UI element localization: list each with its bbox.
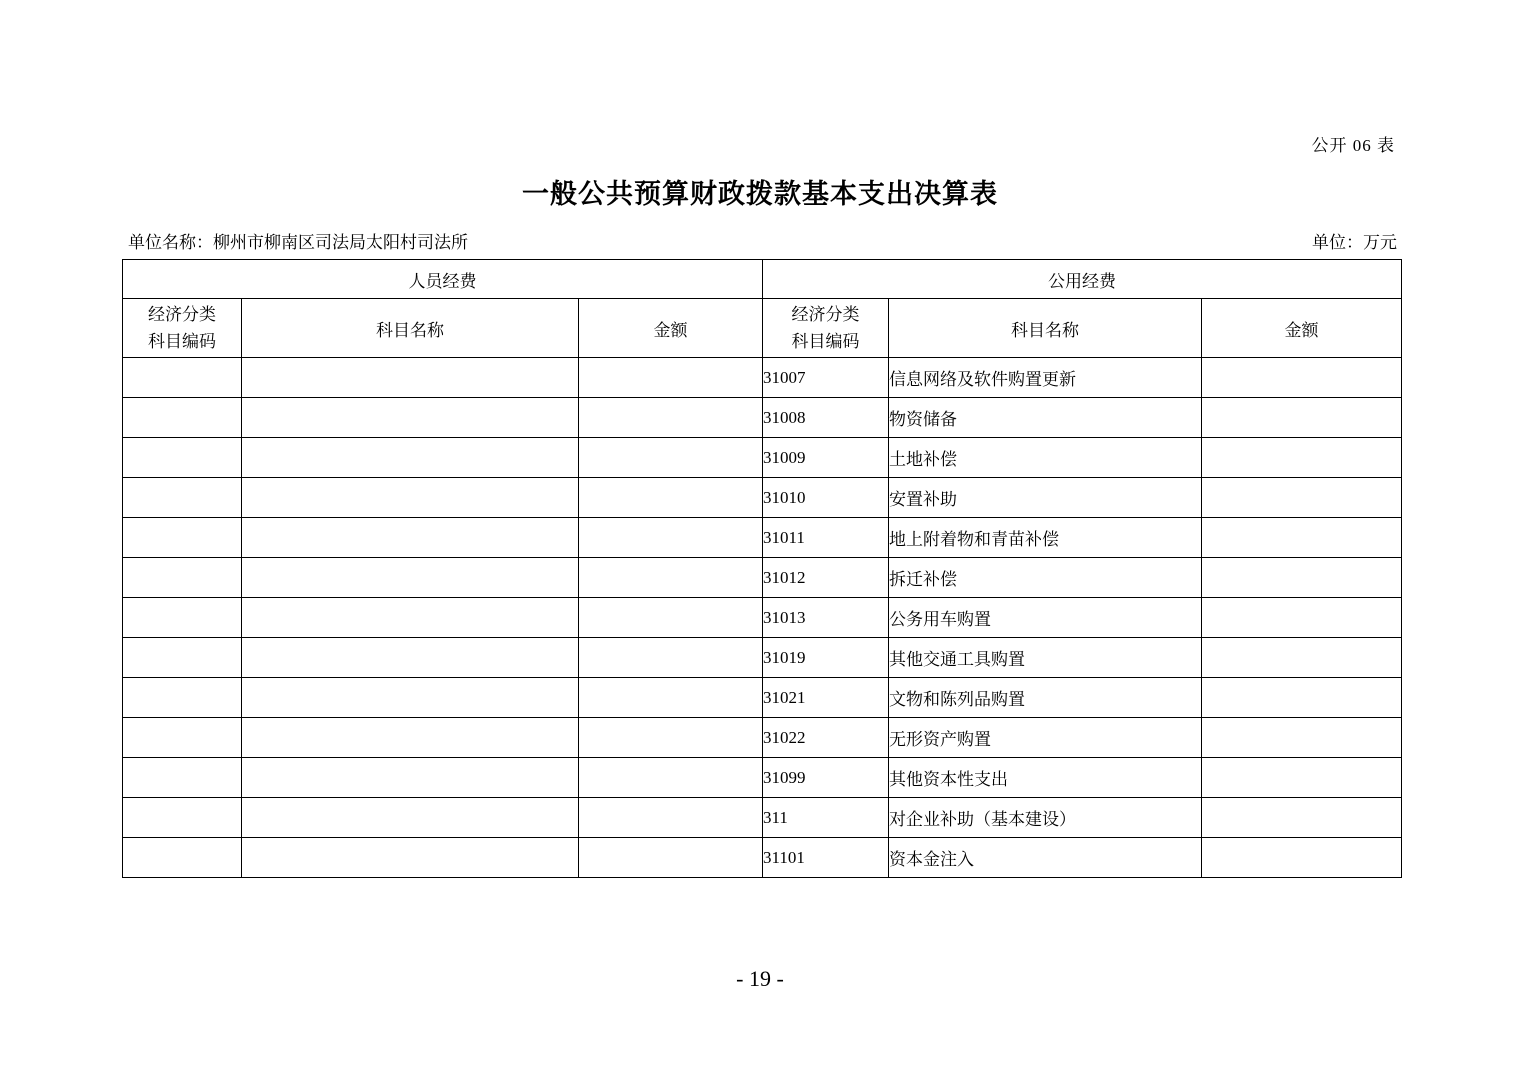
left-amount-cell — [579, 718, 763, 758]
section-header-public: 公用经费 — [763, 260, 1402, 299]
right-name-cell: 地上附着物和青苗补偿 — [889, 518, 1202, 558]
right-name-cell: 信息网络及软件购置更新 — [889, 358, 1202, 398]
left-amount-cell — [579, 438, 763, 478]
table-row — [123, 758, 1402, 798]
table-row — [123, 358, 1402, 398]
column-header-left-amount: 金额 — [579, 299, 763, 358]
table-row — [123, 598, 1402, 638]
table-row — [123, 558, 1402, 598]
right-amount-cell — [1202, 478, 1402, 518]
left-amount-cell — [579, 638, 763, 678]
left-name-cell — [242, 678, 579, 718]
right-name-cell: 安置补助 — [889, 478, 1202, 518]
right-code-cell: 31099 — [763, 758, 889, 798]
left-name-cell — [242, 598, 579, 638]
table-row — [123, 798, 1402, 838]
right-name-cell: 拆迁补偿 — [889, 558, 1202, 598]
left-amount-cell — [579, 838, 763, 878]
unit-name-label: 单位名称：柳州市柳南区司法局太阳村司法所 — [128, 233, 468, 252]
left-name-cell — [242, 798, 579, 838]
left-code-cell — [123, 638, 242, 678]
table-body — [123, 358, 1402, 878]
left-name-cell — [242, 438, 579, 478]
left-name-cell — [242, 558, 579, 598]
table-row — [123, 678, 1402, 718]
left-amount-cell — [579, 558, 763, 598]
left-name-cell — [242, 638, 579, 678]
right-name-cell: 无形资产购置 — [889, 718, 1202, 758]
left-amount-cell — [579, 358, 763, 398]
left-code-cell — [123, 358, 242, 398]
table-row — [123, 398, 1402, 438]
right-code-cell: 31019 — [763, 638, 889, 678]
section-header-personnel: 人员经费 — [123, 260, 763, 299]
right-amount-cell — [1202, 558, 1402, 598]
right-code-cell: 31007 — [763, 358, 889, 398]
right-amount-cell — [1202, 398, 1402, 438]
right-code-cell: 31009 — [763, 438, 889, 478]
left-code-cell — [123, 398, 242, 438]
column-header-right-name: 科目名称 — [889, 299, 1202, 358]
right-code-cell: 31022 — [763, 718, 889, 758]
left-amount-cell — [579, 598, 763, 638]
table-row — [123, 638, 1402, 678]
right-amount-cell — [1202, 518, 1402, 558]
left-amount-cell — [579, 758, 763, 798]
column-header-row — [123, 299, 1402, 358]
column-header-right-amount: 金额 — [1202, 299, 1402, 358]
left-code-cell — [123, 798, 242, 838]
right-code-cell: 31011 — [763, 518, 889, 558]
left-code-cell — [123, 678, 242, 718]
left-code-cell — [123, 478, 242, 518]
column-header-left-name: 科目名称 — [242, 299, 579, 358]
form-number-label: 公开 06 表 — [1311, 136, 1395, 155]
left-name-cell — [242, 358, 579, 398]
right-name-cell: 其他交通工具购置 — [889, 638, 1202, 678]
left-amount-cell — [579, 398, 763, 438]
right-code-cell: 311 — [763, 798, 889, 838]
right-amount-cell — [1202, 758, 1402, 798]
right-name-cell: 对企业补助（基本建设） — [889, 798, 1202, 838]
right-amount-cell — [1202, 798, 1402, 838]
right-amount-cell — [1202, 838, 1402, 878]
left-code-cell — [123, 758, 242, 798]
left-name-cell — [242, 838, 579, 878]
right-code-cell: 31008 — [763, 398, 889, 438]
table-row — [123, 478, 1402, 518]
right-code-cell: 31013 — [763, 598, 889, 638]
column-header-code-line1: 经济分类 — [791, 305, 860, 324]
right-name-cell: 文物和陈列品购置 — [889, 678, 1202, 718]
column-header-code-line2: 科目编码 — [791, 332, 860, 351]
right-amount-cell — [1202, 638, 1402, 678]
left-code-cell — [123, 598, 242, 638]
right-code-cell: 31101 — [763, 838, 889, 878]
left-code-cell — [123, 718, 242, 758]
column-header-code-line2: 科目编码 — [148, 332, 216, 351]
left-amount-cell — [579, 798, 763, 838]
left-name-cell — [242, 718, 579, 758]
left-code-cell — [123, 438, 242, 478]
right-name-cell: 其他资本性支出 — [889, 758, 1202, 798]
right-code-cell: 31021 — [763, 678, 889, 718]
page-title: 一般公共预算财政拨款基本支出决算表 — [522, 179, 998, 209]
right-name-cell: 物资储备 — [889, 398, 1202, 438]
table-meta-row — [122, 228, 1401, 253]
page-number: - 19 - — [736, 966, 784, 991]
left-name-cell — [242, 398, 579, 438]
left-amount-cell — [579, 478, 763, 518]
right-code-cell: 31012 — [763, 558, 889, 598]
right-amount-cell — [1202, 598, 1402, 638]
right-amount-cell — [1202, 718, 1402, 758]
currency-unit-label: 单位：万元 — [1312, 233, 1397, 252]
right-amount-cell — [1202, 678, 1402, 718]
right-code-cell: 31010 — [763, 478, 889, 518]
left-name-cell — [242, 758, 579, 798]
right-amount-cell — [1202, 358, 1402, 398]
right-name-cell: 资本金注入 — [889, 838, 1202, 878]
left-code-cell — [123, 838, 242, 878]
expenditure-table — [122, 259, 1402, 878]
right-amount-cell — [1202, 438, 1402, 478]
left-code-cell — [123, 518, 242, 558]
left-name-cell — [242, 518, 579, 558]
section-header-row — [123, 260, 1402, 299]
table-row — [123, 438, 1402, 478]
left-code-cell — [123, 558, 242, 598]
table-row — [123, 718, 1402, 758]
table-row — [123, 838, 1402, 878]
column-header-left-code — [123, 299, 242, 358]
left-amount-cell — [579, 678, 763, 718]
column-header-code-line1: 经济分类 — [148, 305, 216, 324]
right-name-cell: 土地补偿 — [889, 438, 1202, 478]
left-name-cell — [242, 478, 579, 518]
column-header-right-code — [763, 299, 889, 358]
right-name-cell: 公务用车购置 — [889, 598, 1202, 638]
left-amount-cell — [579, 518, 763, 558]
table-row — [123, 518, 1402, 558]
